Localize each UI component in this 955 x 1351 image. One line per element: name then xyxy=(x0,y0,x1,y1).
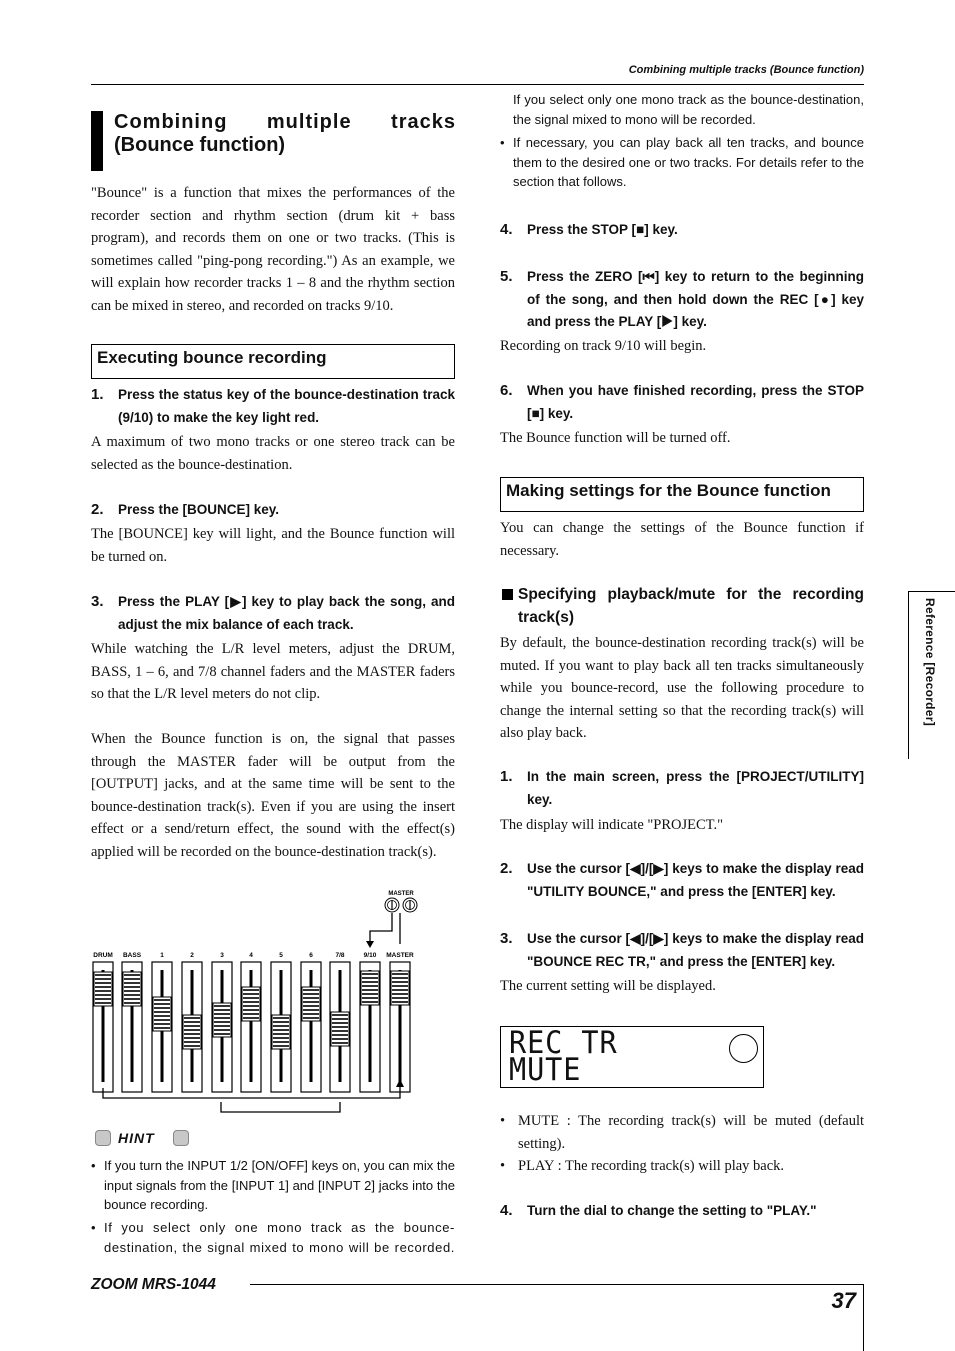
hint-label: HINT xyxy=(118,1130,155,1146)
setting-bullet-mute: • MUTE : The recording track(s) will be muted (default setting). xyxy=(500,1113,864,1152)
channel-label: MASTER xyxy=(386,952,414,959)
step-6 xyxy=(500,380,864,425)
settings-step-2 xyxy=(500,858,864,903)
default-mute-paragraph: By default, the bounce-destination recording track(s) will be muted. If you want to play back all ten tracks simultaneously while you bounce-record, use the following procedure to change the internal setting so that the recording track(s) will also play back. xyxy=(500,635,864,741)
step-number: 1. xyxy=(500,768,513,785)
lcd-text xyxy=(509,1025,618,1088)
step-6-note: The Bounce function will be turned off. xyxy=(500,430,731,446)
step-text: Press the ZERO [⏮] key to return to the beginning of the song, and then hold down the REC [●] key and press the PLAY [▶] key. xyxy=(527,269,864,329)
channel-strip xyxy=(330,952,350,1092)
hint-header xyxy=(95,1130,195,1150)
bounce-bracket-inner xyxy=(221,1102,340,1112)
step-number: 4. xyxy=(500,221,513,238)
step-text: In the main screen, press the [PROJECT/UTILITY] key. xyxy=(527,769,864,807)
step-number: 4. xyxy=(500,1202,513,1219)
channel-strip xyxy=(386,952,414,1092)
side-tab xyxy=(908,591,955,759)
step-number: 3. xyxy=(91,593,104,610)
step-number: 2. xyxy=(500,860,513,877)
dial-indicator-icon xyxy=(729,1034,758,1063)
side-tab-label: Reference [Recorder] xyxy=(923,598,937,727)
channel-strip xyxy=(360,952,380,1092)
header-rule xyxy=(91,84,864,85)
hint-icon-right xyxy=(173,1130,189,1146)
step-5 xyxy=(500,266,864,334)
settings-step-1-note: The display will indicate "PROJECT." xyxy=(500,817,724,833)
routing-arrow xyxy=(366,941,374,948)
channel-label: 2 xyxy=(190,952,194,959)
hint-bullet-3: • If necessary, you can play back all ten tracks, and bounce them to the desired one or two tracks. For details refer to the section that follows. xyxy=(500,135,864,189)
title-line-2: (Bounce function) xyxy=(114,134,286,156)
hint-bullet-2-continued: If you select only one mono track as the bounce-destination, the signal mixed to mono will be recorded. xyxy=(513,92,864,127)
lcd-line-2: MUTE xyxy=(509,1052,582,1088)
step-number: 3. xyxy=(500,930,513,947)
page-number: 37 xyxy=(831,1288,856,1313)
intro-paragraph: "Bounce" is a function that mixes the performances of the recorder section and rhythm section (drum kit + bass program), and records them on one or two tracks. (This is sometimes called "ping-pong recording.") As an example, we will explain how recorder tracks 1 – 8 and the rhythm section can be mixed in stereo, and recorded on tracks 9/10. xyxy=(91,185,455,314)
section-heading-executing: Executing bounce recording xyxy=(91,344,455,379)
fader-knob xyxy=(391,971,409,1005)
settings-step-3 xyxy=(500,928,864,973)
step-number: 2. xyxy=(91,501,104,518)
channel-label: 5 xyxy=(279,952,283,959)
step-text: Turn the dial to change the setting to "PLAY." xyxy=(527,1203,817,1218)
channel-label: BASS xyxy=(122,952,142,959)
fader-knob xyxy=(183,1015,201,1049)
page-title xyxy=(114,111,456,157)
step-text: When you have finished recording, press the STOP [■] key. xyxy=(527,383,864,421)
step-text: Use the cursor [◀]/[▶] keys to make the display read "BOUNCE REC TR," and press the [ENTER] key. xyxy=(527,931,864,969)
channel-strip xyxy=(122,952,142,1092)
step-3-note: While watching the L/R level meters, adjust the DRUM, BASS, 1 – 6, and 7/8 channel faders and the MASTER faders so that the L/R level meters do not clip. xyxy=(91,641,455,702)
routing-line xyxy=(370,913,392,942)
settings-step-1 xyxy=(500,766,864,811)
step-2-note: The [BOUNCE] key will light, and the Bounce function will be turned on. xyxy=(91,526,455,565)
footer-brand: ZOOM MRS-1044 xyxy=(91,1276,216,1293)
bounce-signal-paragraph: When the Bounce function is on, the signal that passes through the MASTER fader will be output from the [OUTPUT] jacks, and at the same time will be sent to the bounce-destination track(s). Even if you are using the insert effect or a send/return effect, the sound with the effect(s) applied will be recorded on the bounce-destination track(s). xyxy=(91,731,455,860)
step-1-note: A maximum of two mono tracks or one stereo track can be selected as the bounce-destination. xyxy=(91,434,455,473)
step-2 xyxy=(91,499,455,522)
step-text: Press the PLAY [▶] key to play back the song, and adjust the mix balance of each track. xyxy=(118,594,455,632)
hint-bullet-1: • If you turn the INPUT 1/2 [ON/OFF] keys on, you can mix the input signals from the [INPUT 1] and [INPUT 2] jacks into the bounce recording. xyxy=(91,1158,455,1212)
footer-rule xyxy=(250,1284,864,1285)
channel-strip xyxy=(271,952,291,1092)
running-header: Combining multiple tracks (Bounce function) xyxy=(628,64,864,76)
square-bullet-icon xyxy=(502,589,513,600)
title-line-1: Combining multiple tracks xyxy=(114,111,456,133)
channel-label: 4 xyxy=(249,952,253,959)
step-number: 6. xyxy=(500,382,513,399)
master-knob-left xyxy=(385,898,399,912)
fader-knob xyxy=(331,1012,349,1046)
fader-knob xyxy=(94,972,112,1006)
step-text: Use the cursor [◀]/[▶] keys to make the display read "UTILITY BOUNCE," and press the [ENTER] key. xyxy=(527,861,864,899)
step-text: Press the [BOUNCE] key. xyxy=(118,502,280,517)
lcd-display xyxy=(500,1026,764,1088)
setting-bullet-play: • PLAY : The recording track(s) will play back. xyxy=(500,1158,785,1174)
hint-bullet-2-start: • If you select only one mono track as the bounce-destination, the signal mixed to mono will be recorded. xyxy=(91,1220,455,1255)
channel-label: 6 xyxy=(309,952,313,959)
settings-step-3-note: The current setting will be displayed. xyxy=(500,978,716,994)
section2-intro: You can change the settings of the Bounce function if necessary. xyxy=(500,520,864,559)
fader-knob xyxy=(361,971,379,1005)
channel-label: 1 xyxy=(160,952,164,959)
section-heading-settings: Making settings for the Bounce function xyxy=(500,477,864,512)
master-knob-label: MASTER xyxy=(388,891,414,897)
channel-strip xyxy=(182,952,202,1092)
channel-strip xyxy=(93,952,113,1092)
lcd-line-1: REC TR xyxy=(509,1025,618,1061)
channel-strip xyxy=(301,952,321,1092)
fader-knob xyxy=(123,972,141,1006)
footer-vertical-rule xyxy=(863,1284,864,1351)
channel-label: 9/10 xyxy=(363,952,377,959)
step-number: 5. xyxy=(500,268,513,285)
step-text: Press the STOP [■] key. xyxy=(527,222,678,237)
step-3 xyxy=(91,591,455,636)
hint-icon-left xyxy=(95,1130,111,1146)
step-5-note: Recording on track 9/10 will begin. xyxy=(500,338,707,354)
channel-label: DRUM xyxy=(93,952,113,959)
channel-label: 7/8 xyxy=(335,952,345,959)
fader-knob xyxy=(153,997,171,1031)
fader-knob xyxy=(302,987,320,1021)
channel-label: 3 xyxy=(220,952,224,959)
subheading-playback-mute: Specifying playback/mute for the recording track(s) xyxy=(500,584,864,629)
channel-strip xyxy=(212,952,232,1092)
step-text: Press the status key of the bounce-destination track (9/10) to make the key light red. xyxy=(118,387,455,425)
mixer-figure xyxy=(88,886,428,1118)
title-bar xyxy=(91,111,103,171)
fader-knob xyxy=(242,987,260,1021)
step-1 xyxy=(91,384,455,429)
channel-strip xyxy=(152,952,172,1092)
fader-knob xyxy=(213,1003,231,1037)
step-number: 1. xyxy=(91,386,104,403)
channel-strip xyxy=(241,952,261,1092)
settings-step-4 xyxy=(500,1200,864,1223)
step-4 xyxy=(500,219,864,242)
fader-knob xyxy=(272,1015,290,1049)
master-knob-right xyxy=(403,898,417,912)
